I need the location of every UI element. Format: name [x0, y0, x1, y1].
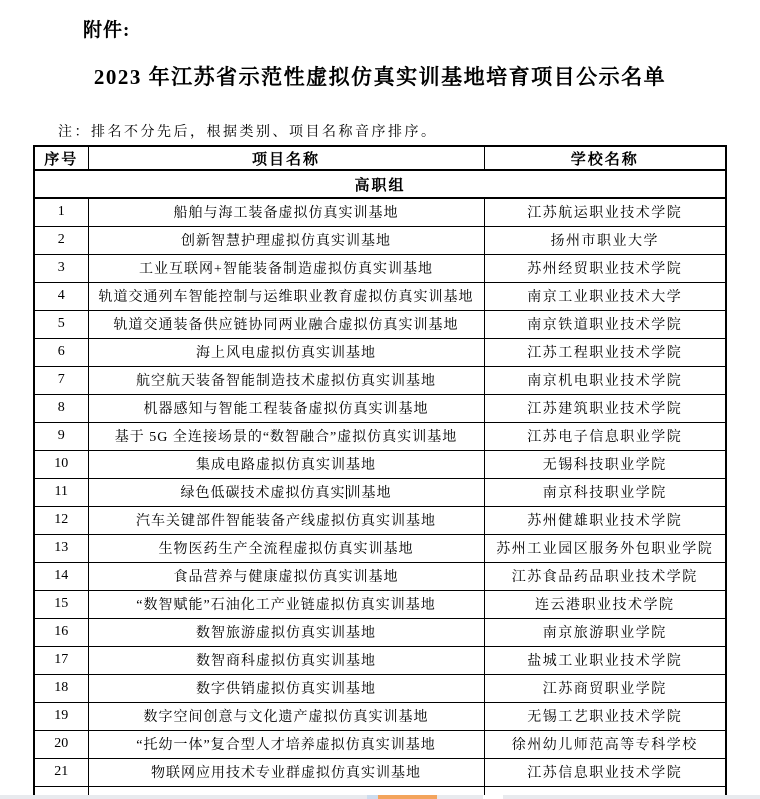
project-name: 集成电路虚拟仿真实训基地	[88, 450, 484, 478]
project-name: “数智赋能”石油化工产业链虚拟仿真实训基地	[88, 590, 484, 618]
school-name: 江苏航运职业技术学院	[484, 198, 726, 226]
row-number: 9	[34, 422, 88, 450]
table-row	[34, 674, 726, 702]
project-name-text: 绿色低碳技术虚拟仿真实	[180, 486, 346, 501]
table-row	[34, 618, 726, 646]
column-header-index: 序号	[34, 146, 88, 170]
table-row	[34, 646, 726, 674]
row-number: 11	[34, 478, 88, 506]
table-row	[34, 702, 726, 730]
project-name: 轨道交通装备供应链协同两业融合虚拟仿真实训基地	[88, 310, 484, 338]
table-row	[34, 198, 726, 226]
table-body	[34, 170, 726, 798]
school-name: 无锡工艺职业技术学院	[484, 702, 726, 730]
project-name: 数智旅游虚拟仿真实训基地	[88, 618, 484, 646]
project-name: 物联网应用技术专业群虚拟仿真实训基地	[88, 758, 484, 786]
project-name: 数字空间创意与文化遗产虚拟仿真实训基地	[88, 702, 484, 730]
table-header-row	[34, 146, 726, 170]
table-row	[34, 590, 726, 618]
row-number: 10	[34, 450, 88, 478]
row-number: 17	[34, 646, 88, 674]
school-name: 扬州市职业大学	[484, 226, 726, 254]
project-name: 数智商科虚拟仿真实训基地	[88, 646, 484, 674]
project-name: 航空航天装备智能制造技术虚拟仿真实训基地	[88, 366, 484, 394]
attachment-label: 附件:	[83, 20, 131, 41]
row-number: 21	[34, 758, 88, 786]
row-number: 6	[34, 338, 88, 366]
school-name: 南京铁道职业技术学院	[484, 310, 726, 338]
school-name: 无锡科技职业学院	[484, 450, 726, 478]
project-name: 基于 5G 全连接场景的“数智融合”虚拟仿真实训基地	[88, 422, 484, 450]
school-name: 江苏建筑职业技术学院	[484, 394, 726, 422]
project-name: 船舶与海工装备虚拟仿真实训基地	[88, 198, 484, 226]
project-name: 工业互联网+智能装备制造虚拟仿真实训基地	[88, 254, 484, 282]
group-row	[34, 170, 726, 198]
table-row	[34, 506, 726, 534]
school-name: 江苏信息职业技术学院	[484, 758, 726, 786]
table-row	[34, 254, 726, 282]
row-number: 18	[34, 674, 88, 702]
bottom-edge-blue-segment	[367, 795, 378, 799]
row-number: 5	[34, 310, 88, 338]
school-name: 南京旅游职业学院	[484, 618, 726, 646]
bottom-edge-artifact	[0, 795, 760, 799]
table-row	[34, 366, 726, 394]
school-name: 徐州幼儿师范高等专科学校	[484, 730, 726, 758]
school-name: 连云港职业技术学院	[484, 590, 726, 618]
project-name: 生物医药生产全流程虚拟仿真实训基地	[88, 534, 484, 562]
table-row	[34, 534, 726, 562]
table-row	[34, 226, 726, 254]
row-number: 4	[34, 282, 88, 310]
table-row	[34, 562, 726, 590]
project-name: 轨道交通列车智能控制与运维职业教育虚拟仿真实训基地	[88, 282, 484, 310]
project-name: 机器感知与智能工程装备虚拟仿真实训基地	[88, 394, 484, 422]
row-number: 12	[34, 506, 88, 534]
table-row	[34, 758, 726, 786]
school-name: 江苏商贸职业学院	[484, 674, 726, 702]
school-name: 盐城工业职业技术学院	[484, 646, 726, 674]
row-number: 3	[34, 254, 88, 282]
column-header-school: 学校名称	[484, 146, 726, 170]
row-number: 8	[34, 394, 88, 422]
school-name: 苏州工业园区服务外包职业学院	[484, 534, 726, 562]
school-name: 江苏食品药品职业技术学院	[484, 562, 726, 590]
row-number: 20	[34, 730, 88, 758]
project-name: “托幼一体”复合型人才培养虚拟仿真实训基地	[88, 730, 484, 758]
project-name: 食品营养与健康虚拟仿真实训基地	[88, 562, 484, 590]
project-name: 数字供销虚拟仿真实训基地	[88, 674, 484, 702]
table-row	[34, 730, 726, 758]
table-row	[34, 282, 726, 310]
bottom-edge-white-segment	[483, 795, 503, 799]
projects-table	[33, 145, 727, 799]
column-header-project: 项目名称	[88, 146, 484, 170]
row-number: 13	[34, 534, 88, 562]
sorting-note: 注：排名不分先后，根据类别、项目名称音序排序。	[58, 125, 438, 140]
school-name: 江苏工程职业技术学院	[484, 338, 726, 366]
row-number: 19	[34, 702, 88, 730]
project-name	[88, 478, 484, 506]
table-row	[34, 310, 726, 338]
school-name: 苏州健雄职业技术学院	[484, 506, 726, 534]
row-number: 2	[34, 226, 88, 254]
page-title: 2023 年江苏省示范性虚拟仿真实训基地培育项目公示名单	[93, 65, 667, 89]
table-row	[34, 394, 726, 422]
row-number: 7	[34, 366, 88, 394]
project-name: 汽车关键部件智能装备产线虚拟仿真实训基地	[88, 506, 484, 534]
table-row	[34, 422, 726, 450]
school-name: 苏州经贸职业技术学院	[484, 254, 726, 282]
school-name: 江苏电子信息职业学院	[484, 422, 726, 450]
row-number: 16	[34, 618, 88, 646]
school-name: 南京科技职业学院	[484, 478, 726, 506]
table-row	[34, 338, 726, 366]
group-label: 高职组	[34, 170, 726, 198]
school-name: 南京工业职业技术大学	[484, 282, 726, 310]
bottom-edge-orange-segment	[378, 795, 437, 799]
table-row	[34, 478, 726, 506]
school-name: 南京机电职业技术学院	[484, 366, 726, 394]
row-number: 1	[34, 198, 88, 226]
project-name-text: 训基地	[346, 486, 392, 501]
row-number: 15	[34, 590, 88, 618]
row-number: 14	[34, 562, 88, 590]
table-row	[34, 450, 726, 478]
project-name: 创新智慧护理虚拟仿真实训基地	[88, 226, 484, 254]
project-name: 海上风电虚拟仿真实训基地	[88, 338, 484, 366]
